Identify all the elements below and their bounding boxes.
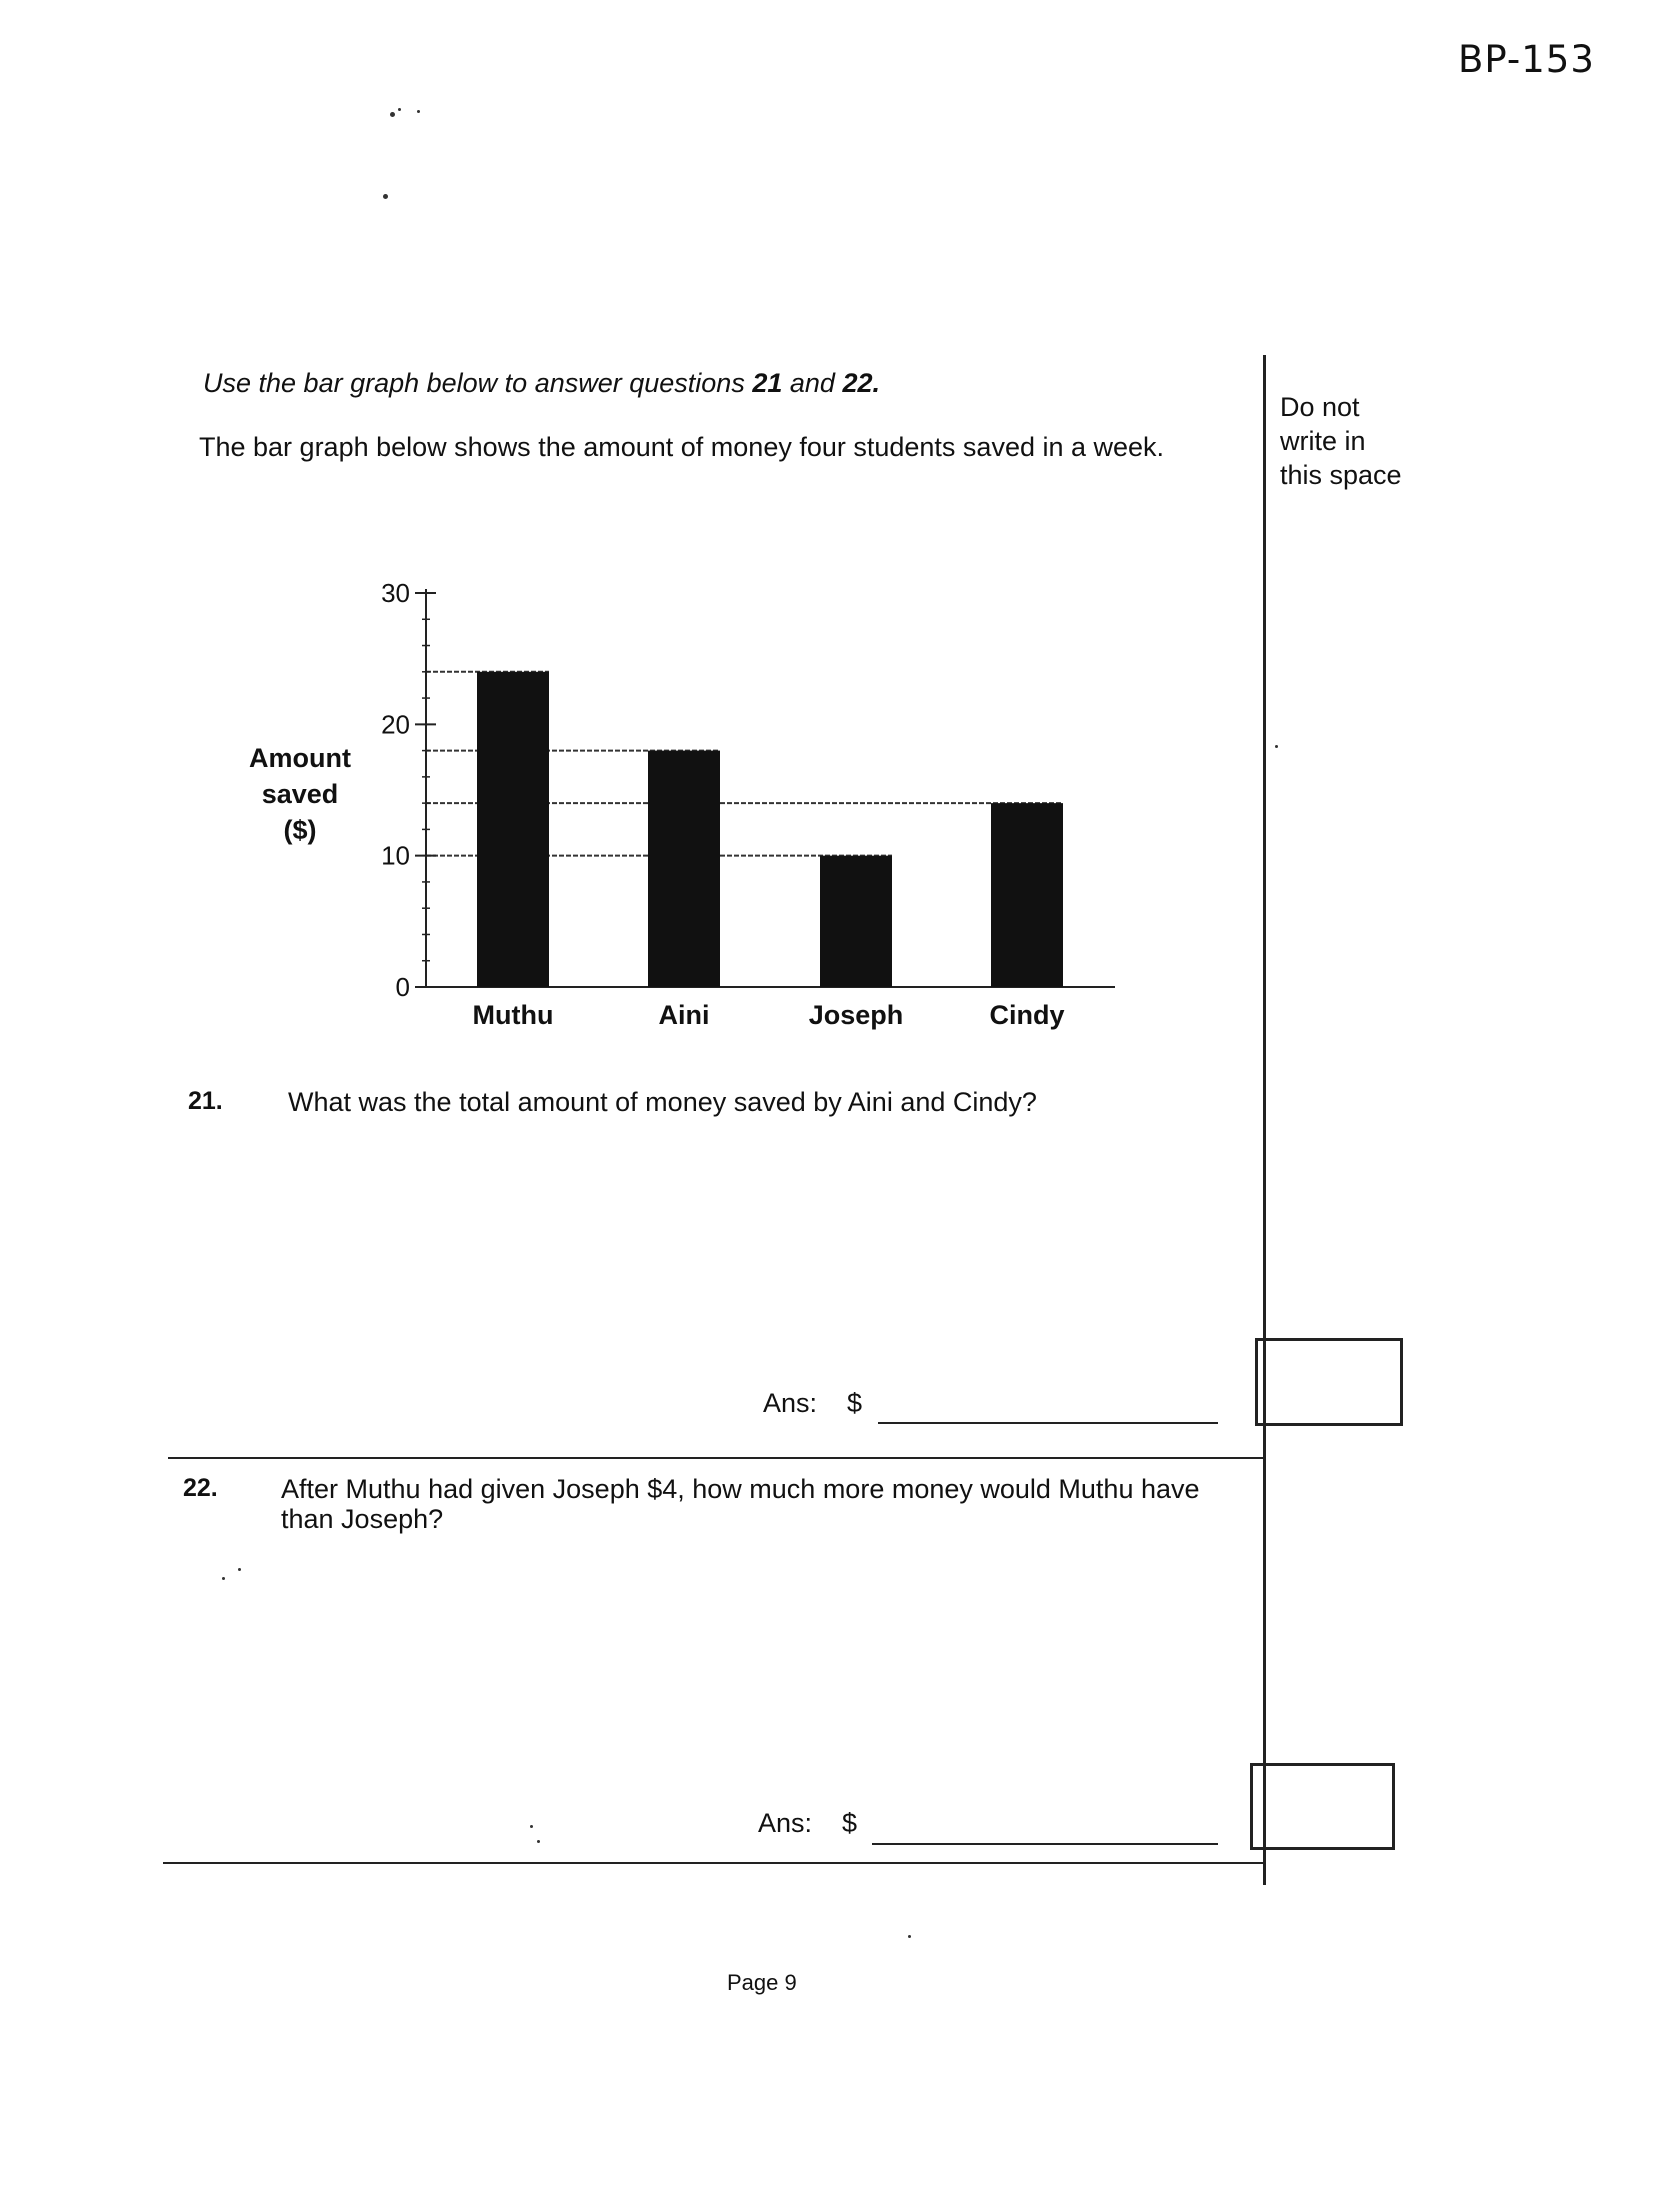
answer-label-text: Ans: [758, 1808, 813, 1838]
graph-description: The bar graph below shows the amount of money four students saved in a week. [199, 432, 1165, 462]
graph-instruction [203, 368, 880, 399]
question-text: What was the total amount of money saved by Aini and Cindy? [288, 1087, 1037, 1117]
question-divider [163, 1862, 1263, 1864]
document-code: BP-153 [1458, 38, 1595, 81]
score-box [1255, 1338, 1403, 1426]
answer-unit: $ [847, 1388, 863, 1418]
question-text: After Muthu had given Joseph $4, how much more money would Muthu have than Joseph? [281, 1474, 1200, 1534]
margin-divider [1263, 355, 1266, 1885]
answer-line[interactable] [878, 1422, 1218, 1424]
y-axis-title-line: Amount [249, 743, 351, 773]
instruction-and: and [782, 368, 843, 398]
category-label: Aini [658, 1000, 710, 1030]
question-number: 22. [183, 1474, 218, 1502]
page-number: Page 9 [727, 1970, 797, 1995]
answer-label [763, 1388, 862, 1419]
answer-unit: $ [842, 1808, 858, 1838]
y-axis-title-line: ($) [283, 815, 317, 845]
y-axis-title-line: saved [261, 779, 339, 809]
y-tick-label: 30 [381, 578, 410, 608]
margin-note: Do not write in this space [1280, 392, 1402, 490]
question-divider [168, 1457, 1266, 1459]
y-tick-label: 0 [395, 972, 410, 1002]
category-label: Cindy [989, 1000, 1065, 1030]
y-tick-label: 20 [381, 709, 410, 740]
question-number: 21. [188, 1087, 223, 1115]
bar-chart [230, 560, 1130, 1070]
y-tick-label: 10 [381, 840, 410, 871]
instruction-question-21: 21 [752, 368, 783, 398]
bar [477, 672, 549, 987]
answer-label-text: Ans: [763, 1388, 818, 1418]
bar [991, 803, 1063, 987]
category-label: Muthu [472, 1000, 554, 1030]
score-box [1250, 1763, 1395, 1850]
bar [648, 751, 720, 987]
bar [820, 856, 892, 987]
category-label: Joseph [808, 1000, 904, 1030]
answer-label [758, 1808, 857, 1839]
answer-line[interactable] [872, 1843, 1218, 1845]
instruction-question-22: 22. [842, 368, 880, 398]
instruction-prefix: Use the bar graph below to answer questions [203, 368, 753, 398]
